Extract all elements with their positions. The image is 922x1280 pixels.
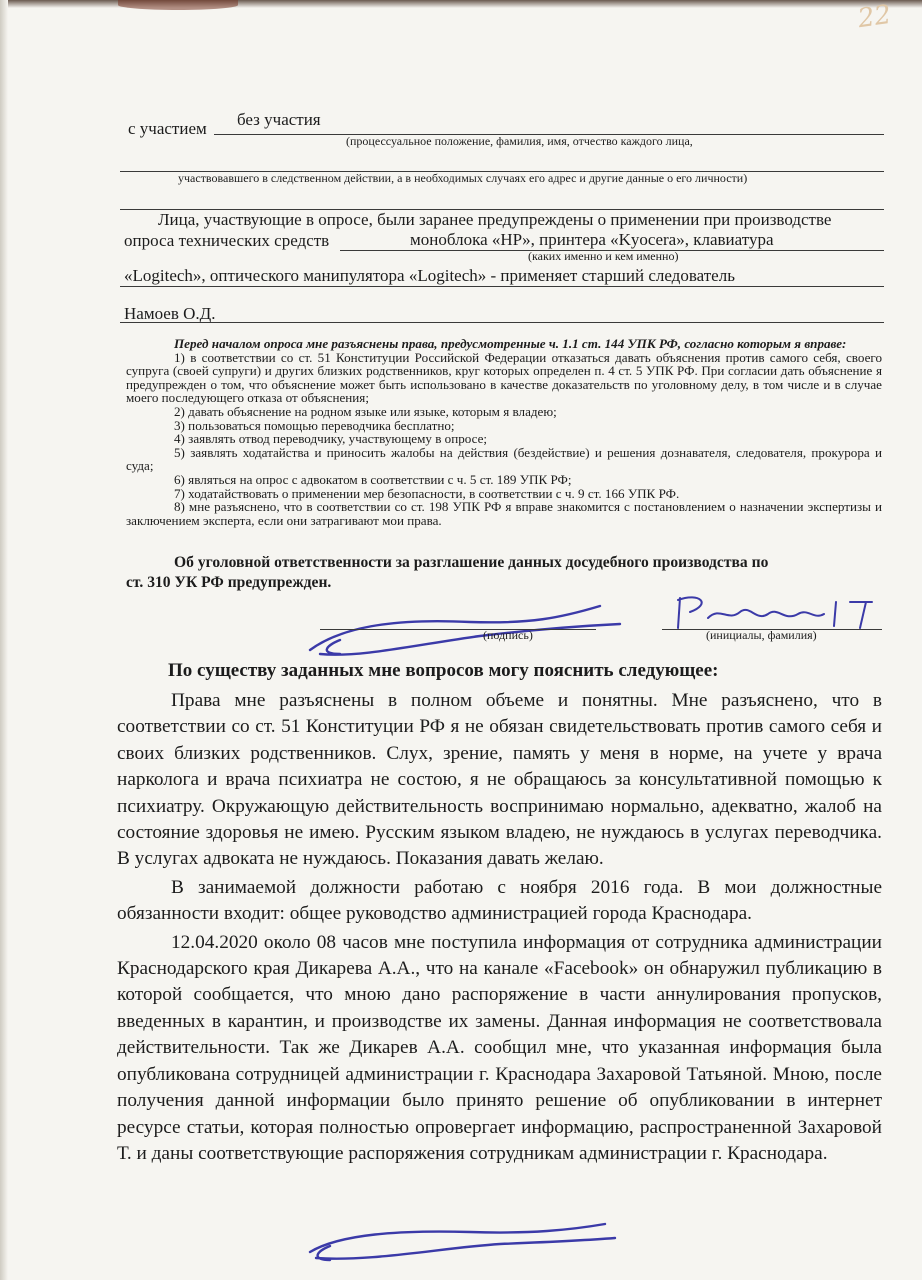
with-participation-value: без участия: [237, 110, 321, 129]
handwritten-signature: [300, 588, 630, 668]
tech-means-caption: (каких именно и кем именно): [528, 249, 679, 263]
signature-caption: (подпись): [483, 628, 533, 642]
page-number: 22: [856, 0, 894, 35]
tech-means-value: моноблока «HP», принтера «Kyocera», клавиатура: [410, 230, 774, 249]
participants-caption: (процессуальное положение, фамилия, имя, отчество каждого лица,: [346, 134, 693, 148]
rule: [120, 322, 884, 323]
statement-paragraph: Права мне разъяснены в полном объеме и понятны. Мне разъяснено, что в соответствии со ст. 51 Конституции РФ я не обязан свидетельствовать против самого себя и своих близких родственников. Слух, зрение, память у меня в норме, на учете у врача нарколога и врача психиатра не состою, я не обращаюсь за консультативной помощью к психиатру. Окружающую действительность воспринимаю нормально, адекватно, жалоб на состояние здоровья не имею. Русским языком владею, не нуждаюсь в услугах переводчика. В услугах адвоката не нуждаюсь. Показания давать желаю.: [117, 690, 882, 870]
page-left-edge: [0, 0, 8, 1280]
tech-means-continued: «Logitech», оптического манипулятора «Logitech» - применяет старший следователь: [124, 266, 735, 285]
tech-notice-line: Лица, участвующие в опросе, были заранее предупреждены о применении при производстве: [158, 210, 832, 229]
paper-stain: [118, 0, 238, 10]
tech-means-label: опроса технических средств: [124, 231, 330, 250]
statement-heading: По существу заданных мне вопросов могу пояснить следующее:: [168, 660, 719, 681]
bottom-handwritten-signature: [300, 1212, 620, 1272]
with-participation-label: с участием: [128, 119, 207, 138]
liability-warning-line: Об уголовной ответственности за разглашение данных досудебного производства по: [174, 554, 769, 571]
rights-item: 2) давать объяснение на родном языке или языке, которым я владею;: [174, 403, 557, 419]
rights-item: 6) являться на опрос с адвокатом в соответствии с ч. 5 ст. 189 УПК РФ;: [174, 471, 572, 487]
statement-paragraph: 12.04.2020 около 08 часов мне поступила информация от сотрудника администрации Краснодарского края Дикарева А.А., что на канале «Facebook» он обнаружил публикацию в которой сообщается, что мною дано распоряжение в части аннулирования пропусков, введенных в карантин, и производстве их замены. Данная информация не соответствовала действительности. Так же Дикарев А.А. сообщил мне, что указанная информация была опубликована сотрудницей администрации г. Краснодара Захаровой Татьяной. Мною, после получения данной информации было принято решение об опубликовании в интернет ресурсе статьи, которая полностью опровергает информацию, распространенной Захаровой Т. и даны соответствующие распоряжения сотрудникам администрации г. Краснодара.: [117, 931, 882, 1164]
rights-intro: Перед началом опроса мне разъяснены права, предусмотренные ч. 1.1 ст. 144 УПК РФ, согласно которым я вправе:: [174, 336, 847, 351]
statement-body: [117, 688, 882, 1167]
rights-item: 4) заявлять отвод переводчику, участвующему в опросе;: [174, 431, 488, 447]
statement-paragraph: В занимаемой должности работаю с ноября 2016 года. В мои должностные обязанности входит: общее руководство администрацией города Краснодара.: [117, 876, 882, 925]
rights-item: 3) пользоваться помощью переводчика бесплатно;: [174, 417, 455, 433]
liability-warning-line: ст. 310 УК РФ предупрежден.: [126, 574, 332, 591]
signature-line: [320, 629, 596, 630]
rights-item: 1) в соответствии со ст. 51 Конституции Российской Федерации отказаться давать объяснения против самого себя, своего супруга (своей супруги) и других близких родственников, круг которых определен п. 4 ст. 5 УПК РФ. При согласии дать объяснение я предупрежден о том, что объяснение может быть использовано в качестве доказательств по уголовному делу, в том числе и в случае моего последующего отказа от объяснения;: [126, 349, 882, 406]
rights-item: 5) заявлять ходатайства и приносить жалобы на действия (бездействие) и решения дознавателя, следователя, прокурора и суда;: [126, 444, 882, 474]
name-caption: (инициалы, фамилия): [706, 628, 817, 642]
participants-caption-continued: участвовавшего в следственном действии, а в необходимых случаях его адрес и другие данные о его личности): [178, 171, 748, 185]
rights-block: [126, 337, 882, 527]
rule: [120, 286, 884, 287]
liability-warning: [126, 553, 882, 593]
rights-item: 7) ходатайствовать о применении мер безопасности, в соответствии с ч. 9 ст. 166 УПК РФ.: [174, 485, 680, 501]
investigator-name: Намоев О.Д.: [124, 304, 216, 323]
rights-item: 8) мне разъяснено, что в соответствии со ст. 198 УПК РФ я вправе знакомится с постановлением о назначении экспертизы и заключением эксперта, если они затрагивают мои права.: [126, 499, 882, 528]
